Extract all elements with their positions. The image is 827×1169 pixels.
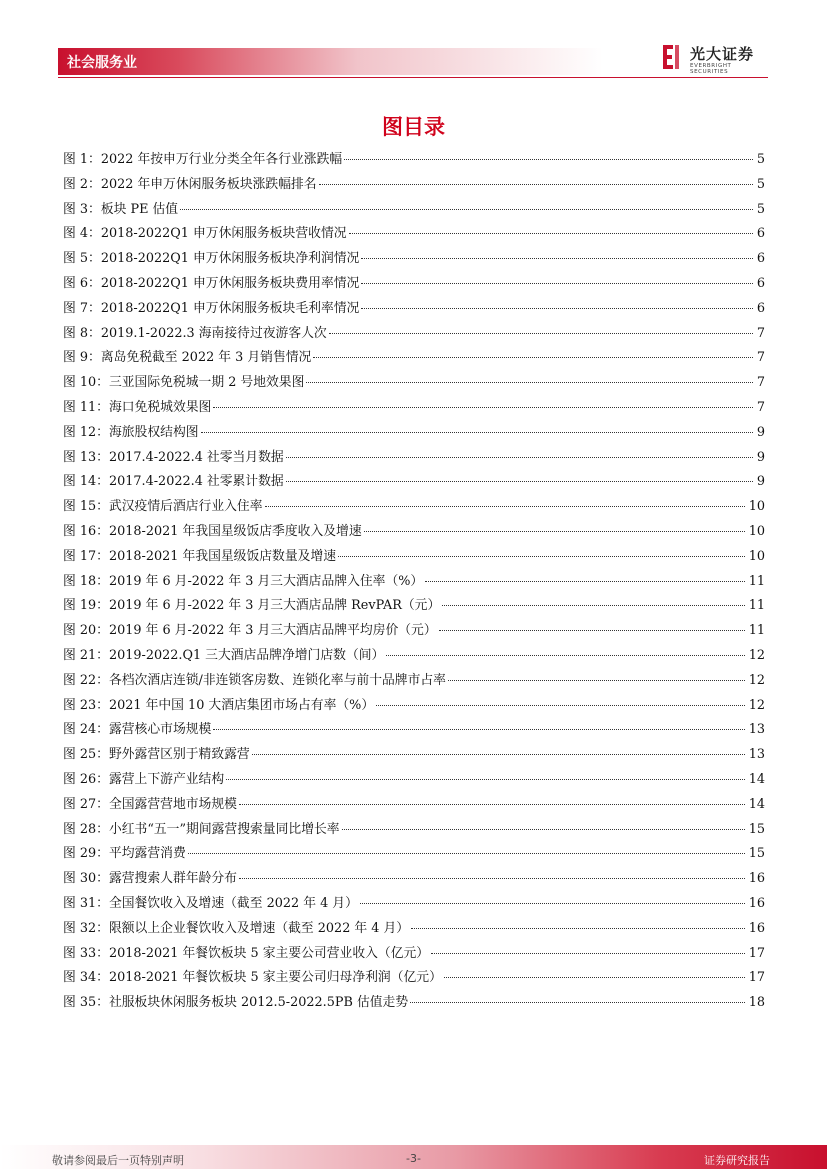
- toc-entry[interactable]: [63, 173, 765, 198]
- toc-figure-title: 露营上下游产业结构: [108, 771, 225, 787]
- toc-page-number: 10: [748, 523, 765, 539]
- toc-dot-leader: [442, 604, 744, 606]
- toc-figure-title: 2019 年 6 月-2022 年 3 月三大酒店品牌入住率（%）: [108, 573, 424, 589]
- toc-entry[interactable]: [63, 917, 765, 942]
- toc-dot-leader: [386, 654, 744, 656]
- toc-entry[interactable]: [63, 966, 765, 991]
- toc-page-number: 7: [756, 350, 765, 366]
- toc-page-number: 17: [748, 970, 765, 986]
- toc-figure-title: 平均露营消费: [108, 846, 186, 862]
- toc-figure-title: 2018-2021 年餐饮板块 5 家主要公司营业收入（亿元）: [108, 945, 430, 961]
- toc-page-number: 10: [748, 548, 765, 564]
- toc-figure-number: 图 1：: [63, 152, 101, 167]
- toc-page-number: 5: [756, 176, 765, 192]
- toc-page-number: 14: [748, 771, 765, 787]
- toc-entry[interactable]: [63, 446, 765, 471]
- toc-dot-leader: [431, 952, 745, 954]
- toc-entry[interactable]: [63, 322, 765, 347]
- toc-figure-title: 2018-2022Q1 申万休闲服务板块营收情况: [100, 226, 347, 242]
- toc-figure-title: 2017.4-2022.4 社零当月数据: [108, 449, 284, 465]
- toc-figure-number: 图 13：: [63, 449, 109, 465]
- toc-figure-number: 图 30：: [63, 871, 109, 887]
- toc-dot-leader: [213, 728, 744, 730]
- toc-entry[interactable]: [63, 991, 765, 1016]
- toc-figure-number: 图 25：: [63, 747, 109, 763]
- toc-dot-leader: [329, 332, 753, 334]
- toc-dot-leader: [338, 555, 745, 557]
- toc-entry[interactable]: [63, 346, 765, 371]
- toc-dot-leader: [265, 505, 745, 507]
- toc-figure-title: 2022 年申万休闲服务板块涨跌幅排名: [100, 176, 317, 192]
- toc-dot-leader: [313, 356, 752, 358]
- toc-page-number: 11: [748, 623, 765, 639]
- toc-figure-number: 图 24：: [63, 722, 109, 738]
- toc-entry[interactable]: [63, 768, 765, 793]
- toc-figure-title: 2019-2022.Q1 三大酒店品牌净增门店数（间）: [108, 647, 385, 663]
- toc-page-number: 15: [748, 846, 765, 862]
- toc-dot-leader: [201, 431, 753, 433]
- toc-dot-leader: [239, 803, 745, 805]
- toc-dot-leader: [213, 406, 753, 408]
- footer-doc-type: 证券研究报告: [704, 1154, 770, 1167]
- toc-figure-title: 海口免税城效果图: [108, 399, 212, 415]
- toc-page-number: 16: [748, 895, 765, 911]
- toc-dot-leader: [252, 753, 745, 755]
- toc-dot-leader: [319, 183, 753, 185]
- toc-figure-number: 图 4：: [63, 226, 101, 242]
- toc-figure-number: 图 33：: [63, 945, 109, 961]
- toc-dot-leader: [364, 530, 745, 532]
- toc-entry[interactable]: [63, 818, 765, 843]
- toc-figure-number: 图 6：: [63, 275, 101, 291]
- toc-figure-title: 露营核心市场规模: [108, 722, 212, 738]
- toc-dot-leader: [188, 852, 745, 854]
- toc-entry[interactable]: [63, 470, 765, 495]
- toc-figure-number: 图 18：: [63, 573, 109, 589]
- toc-dot-leader: [376, 704, 745, 706]
- figure-list: [63, 148, 765, 1016]
- toc-entry[interactable]: [63, 272, 765, 297]
- brand-logo: [660, 43, 768, 77]
- toc-page-number: 9: [756, 474, 765, 490]
- toc-figure-number: 图 27：: [63, 796, 109, 812]
- toc-figure-number: 图 8：: [63, 325, 101, 341]
- toc-figure-number: 图 3：: [63, 201, 101, 217]
- toc-dot-leader: [226, 778, 745, 780]
- toc-figure-title: 各档次酒店连锁/非连锁客房数、连锁化率与前十品牌市占率: [108, 672, 446, 688]
- footer-page-number: -3-: [406, 1152, 421, 1165]
- toc-figure-title: 2018-2022Q1 申万休闲服务板块毛利率情况: [100, 300, 360, 316]
- toc-dot-leader: [410, 1001, 745, 1003]
- toc-figure-title: 社服板块休闲服务板块 2012.5-2022.5PB 估值走势: [108, 995, 409, 1011]
- toc-page-number: 6: [756, 251, 765, 267]
- toc-dot-leader: [286, 456, 753, 458]
- toc-entry[interactable]: [63, 570, 765, 595]
- toc-page-number: 17: [748, 945, 765, 961]
- toc-page-number: 5: [756, 201, 765, 217]
- toc-figure-title: 2018-2021 年我国星级饭店数量及增速: [108, 548, 337, 564]
- toc-dot-leader: [342, 828, 745, 830]
- toc-figure-number: 图 26：: [63, 771, 109, 787]
- toc-page-number: 16: [748, 871, 765, 887]
- toc-page-number: 13: [748, 747, 765, 763]
- toc-page-number: 10: [748, 499, 765, 515]
- toc-figure-title: 2017.4-2022.4 社零累计数据: [108, 474, 284, 490]
- toc-figure-title: 全国餐饮收入及增速（截至 2022 年 4 月）: [108, 895, 358, 911]
- toc-page-number: 6: [756, 275, 765, 291]
- page-header: [58, 45, 768, 78]
- toc-figure-title: 海旅股权结构图: [108, 424, 199, 440]
- toc-entry[interactable]: [63, 644, 765, 669]
- toc-figure-number: 图 5：: [63, 251, 101, 267]
- toc-entry[interactable]: [63, 694, 765, 719]
- toc-dot-leader: [344, 158, 753, 160]
- toc-dot-leader: [180, 208, 753, 210]
- toc-figure-number: 图 15：: [63, 499, 109, 515]
- toc-figure-number: 图 16：: [63, 523, 109, 539]
- toc-figure-title: 2018-2021 年餐饮板块 5 家主要公司归母净利润（亿元）: [108, 970, 442, 986]
- page-title: 图目录: [382, 115, 445, 139]
- toc-entry[interactable]: [63, 222, 765, 247]
- toc-page-number: 12: [748, 647, 765, 663]
- toc-entry[interactable]: [63, 942, 765, 967]
- toc-figure-number: 图 19：: [63, 598, 109, 614]
- toc-figure-number: 图 14：: [63, 474, 109, 490]
- sector-tag: [58, 48, 603, 75]
- toc-figure-number: 图 11：: [63, 399, 109, 415]
- toc-dot-leader: [286, 480, 753, 482]
- toc-page-number: 6: [756, 300, 765, 316]
- toc-figure-number: 图 17：: [63, 548, 109, 564]
- toc-dot-leader: [239, 877, 745, 879]
- toc-dot-leader: [361, 282, 753, 284]
- toc-entry[interactable]: [63, 545, 765, 570]
- toc-figure-title: 2019 年 6 月-2022 年 3 月三大酒店品牌平均房价（元）: [108, 623, 437, 639]
- toc-page-number: 7: [756, 375, 765, 391]
- toc-entry[interactable]: [63, 867, 765, 892]
- toc-dot-leader: [444, 976, 745, 978]
- toc-page-number: 18: [748, 995, 765, 1011]
- toc-entry[interactable]: [63, 793, 765, 818]
- toc-figure-number: 图 21：: [63, 647, 109, 663]
- toc-entry[interactable]: [63, 371, 765, 396]
- toc-figure-title: 露营搜索人群年龄分布: [108, 871, 237, 887]
- toc-figure-title: 2018-2022Q1 申万休闲服务板块费用率情况: [100, 275, 360, 291]
- toc-dot-leader: [439, 629, 745, 631]
- toc-figure-title: 限额以上企业餐饮收入及增速（截至 2022 年 4 月）: [108, 920, 410, 936]
- toc-dot-leader: [411, 927, 745, 929]
- toc-figure-number: 图 22：: [63, 672, 109, 688]
- toc-entry[interactable]: [63, 247, 765, 272]
- toc-entry[interactable]: [63, 421, 765, 446]
- toc-figure-title: 2019 年 6 月-2022 年 3 月三大酒店品牌 RevPAR（元）: [108, 598, 441, 614]
- footer-disclaimer: 敬请参阅最后一页特别声明: [52, 1154, 184, 1167]
- toc-figure-number: 图 31：: [63, 895, 109, 911]
- toc-page-number: 9: [756, 424, 765, 440]
- toc-page-number: 12: [748, 697, 765, 713]
- toc-figure-title: 小红书“五一”期间露营搜索量同比增长率: [108, 821, 340, 837]
- toc-entry[interactable]: [63, 743, 765, 768]
- toc-figure-title: 离岛免税截至 2022 年 3 月销售情况: [100, 350, 312, 366]
- everbright-logo-icon: [660, 43, 682, 71]
- toc-dot-leader: [360, 902, 745, 904]
- toc-page-number: 6: [756, 226, 765, 242]
- toc-figure-number: 图 10：: [63, 375, 109, 391]
- toc-dot-leader: [361, 307, 753, 309]
- toc-dot-leader: [361, 257, 753, 259]
- toc-page-number: 11: [748, 598, 765, 614]
- toc-entry[interactable]: [63, 718, 765, 743]
- toc-figure-title: 2019.1-2022.3 海南接待过夜游客人次: [100, 325, 327, 341]
- toc-entry[interactable]: [63, 297, 765, 322]
- toc-figure-title: 三亚国际免税城一期 2 号地效果图: [108, 375, 305, 391]
- toc-entry[interactable]: [63, 892, 765, 917]
- toc-figure-number: 图 35：: [63, 995, 109, 1011]
- toc-figure-number: 图 28：: [63, 821, 109, 837]
- toc-entry[interactable]: [63, 396, 765, 421]
- toc-figure-number: 图 34：: [63, 970, 109, 986]
- brand-name-en: EVERBRIGHT SECURITIES: [690, 63, 732, 75]
- toc-page-number: 15: [748, 821, 765, 837]
- toc-page-number: 16: [748, 920, 765, 936]
- toc-page-number: 5: [756, 152, 765, 167]
- toc-entry[interactable]: [63, 198, 765, 223]
- toc-dot-leader: [306, 381, 752, 383]
- toc-page-number: 9: [756, 449, 765, 465]
- toc-page-number: 13: [748, 722, 765, 738]
- toc-dot-leader: [448, 679, 745, 681]
- toc-figure-title: 2022 年按申万行业分类全年各行业涨跌幅: [100, 152, 343, 167]
- sector-label: 社会服务业: [67, 55, 137, 71]
- toc-entry[interactable]: [63, 669, 765, 694]
- toc-page-number: 7: [756, 325, 765, 341]
- toc-figure-number: 图 12：: [63, 424, 109, 440]
- toc-figure-number: 图 7：: [63, 300, 101, 316]
- toc-figure-number: 图 23：: [63, 697, 109, 713]
- toc-figure-title: 野外露营区别于精致露营: [108, 747, 250, 763]
- toc-figure-title: 板块 PE 估值: [100, 201, 179, 217]
- toc-page-number: 14: [748, 796, 765, 812]
- toc-entry[interactable]: [63, 148, 765, 173]
- toc-figure-title: 2018-2022Q1 申万休闲服务板块净利润情况: [100, 251, 360, 267]
- toc-page-number: 12: [748, 672, 765, 688]
- toc-figure-title: 2021 年中国 10 大酒店集团市场占有率（%）: [108, 697, 375, 713]
- toc-dot-leader: [425, 580, 744, 582]
- toc-figure-number: 图 2：: [63, 176, 101, 192]
- toc-figure-number: 图 32：: [63, 920, 109, 936]
- toc-entry[interactable]: [63, 842, 765, 867]
- toc-figure-number: 图 20：: [63, 623, 109, 639]
- toc-page-number: 7: [756, 399, 765, 415]
- toc-entry[interactable]: [63, 495, 765, 520]
- toc-entry[interactable]: [63, 619, 765, 644]
- toc-dot-leader: [349, 232, 753, 234]
- toc-page-number: 11: [748, 573, 765, 589]
- toc-entry[interactable]: [63, 520, 765, 545]
- toc-figure-number: 图 9：: [63, 350, 101, 366]
- toc-figure-title: 2018-2021 年我国星级饭店季度收入及增速: [108, 523, 362, 539]
- toc-entry[interactable]: [63, 594, 765, 619]
- toc-figure-number: 图 29：: [63, 846, 109, 862]
- toc-figure-title: 全国露营营地市场规模: [108, 796, 237, 812]
- brand-name-cn: 光大证券: [690, 45, 755, 63]
- toc-figure-title: 武汉疫情后酒店行业入住率: [108, 499, 263, 515]
- header-rule: [58, 77, 768, 78]
